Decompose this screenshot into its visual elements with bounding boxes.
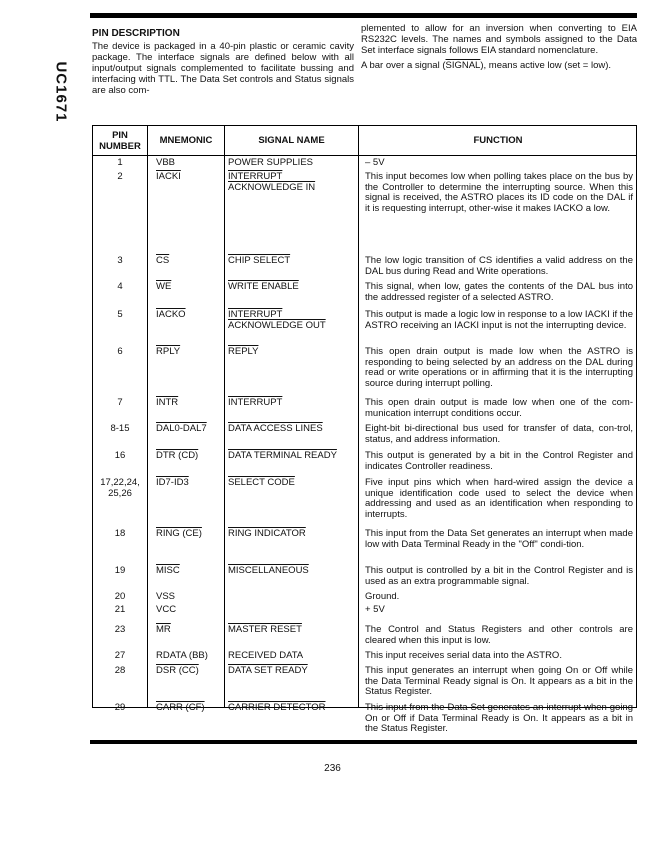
mnemonic-cell: $\overline{MR}$ [156,624,171,635]
header-pin-number: PIN NUMBER [99,129,141,152]
function-cell: The Control and Status Registers and other controls are cleared when this input is low. [365,624,633,646]
pin-number-cell: 19 [114,565,126,576]
signal-name-cell: INTERRUPT ACKNOWLEDGE IN [228,171,316,193]
signal-name-cell: POWER SUPPLIES [228,157,313,168]
function-cell: This output is controlled by a bit in the Control Register and is used as an extra programmable signal. [365,565,633,587]
pin-number-cell: 5 [117,309,123,320]
bottom-rule [90,740,637,744]
mnemonic-cell: IACKI [156,171,181,182]
mnemonic-cell: RPLY [156,346,181,357]
signal-name-cell: SELECT CODE [228,477,295,488]
pin-number-cell: 29 [114,702,126,713]
function-cell: The low logic transition of CS identifies a valid address on the DAL bus during Read and Write operations. [365,255,633,277]
signal-name-cell: DATA ACCESS LINES [228,423,323,434]
signal-name-cell: MASTER RESET [228,624,302,635]
pin-number-cell: 18 [114,528,126,539]
mnemonic-cell: INTR [156,397,179,408]
function-cell: – 5V [365,157,385,168]
signal-name-cell: INTERRUPT [228,397,283,408]
pin-number-cell: 16 [114,450,126,461]
function-cell: This input generates an interrupt when going On or Off while the Data Terminal Ready signal is On. It appears as a bit in the Status Register. [365,665,633,697]
page-number: 236 [324,763,341,774]
pin-number-cell: 1 [117,157,123,168]
mnemonic-cell: IACKO [156,309,186,320]
section-heading: PIN DESCRIPTION [92,28,180,39]
function-cell: This output is made a logic low in response to a low IACKI if the ASTRO receiving an IACKI input is not the interrupting device. [365,309,633,331]
pin-number-cell: 28 [114,665,126,676]
signal-name-cell: DATA TERMINAL READY [228,450,337,461]
header-signal-name: SIGNAL NAME [258,135,325,146]
intro-paragraph-continued: plemented to allow for an inversion when converting to EIA RS232C levels. The names and symbols assigned to the Data Set interface signals follows EIA standard nomenclature. [361,23,637,56]
function-cell: This open drain output is made low when one of the com-munication interrupt conditions occur. [365,397,633,419]
pin-number-cell: 21 [114,604,126,615]
side-part-label: UC1671 [52,61,70,123]
mnemonic-cell: VCC [156,604,177,615]
function-cell: Five input pins which when hard-wired assign the device a unique identification code used to select the device when addressing and used as an identification when responding to interrupts. [365,477,633,520]
mnemonic-cell: $\overline{CS}$ [156,255,170,266]
function-cell: Eight-bit bi-directional bus used for transfer of data, con-trol, status, and address information. [365,423,633,445]
pin-number-cell: 4 [117,281,123,292]
function-cell: This input becomes low when polling takes place on the bus by the Controller to determine the interrupting source. When this signal is received, the ASTRO places its ID code on the DAL if it is requesting interrupt, other-wise it makes IACKO a low. [365,171,633,214]
mnemonic-cell: MISC [156,565,180,576]
pin-number-cell: 7 [117,397,123,408]
mnemonic-cell: VBB [156,157,176,168]
signal-name-cell: RING INDICATOR [228,528,306,539]
pin-number-cell: 6 [117,346,123,357]
mnemonic-cell: DSR (CC) [156,665,199,676]
pin-number-cell: 2 [117,171,123,182]
mnemonic-cell: RING (CE) [156,528,202,539]
pin-number-cell: 3 [117,255,123,266]
function-cell: + 5V [365,604,385,615]
header-function: FUNCTION [473,135,523,146]
mnemonic-cell: DAL0-DAL7 [156,423,207,434]
intro-paragraph: The device is packaged in a 40-pin plastic or ceramic cavity package. The interface signals are defined below with all input/output signals complemented to facilitate bussing and interfacing with TTL. The Data Set controls and Status signals are also com- [92,41,354,96]
signal-name-cell: MISCELLANEOUS [228,565,309,576]
function-cell: This signal, when low, gates the contents of the DAL bus into the addressed register of a selected ASTRO. [365,281,633,303]
signal-name-cell: RECEIVED DATA [228,650,304,661]
signal-name-cell: CARRIER DETECTOR [228,702,326,713]
mnemonic-cell: ID7-ID3 [156,477,189,488]
pin-number-cell: 20 [114,591,126,602]
pin-number-cell: 27 [114,650,126,661]
signal-name-cell: INTERRUPT ACKNOWLEDGE OUT [228,309,326,331]
pin-number-cell: 23 [114,624,126,635]
mnemonic-cell: VSS [156,591,176,602]
signal-name-cell: WRITE ENABLE [228,281,299,292]
function-cell: This input from the Data Set generates an interrupt when going On or Off if Data Terminal Ready is On. It appears as a bit in the Status Register. [365,702,633,734]
signal-name-cell: CHIP SELECT [228,255,291,266]
function-cell: This input receives serial data into the ASTRO. [365,650,562,661]
function-cell: This input from the Data Set generates an interrupt when made low with Data Terminal Ready in the "Off" condi-tion. [365,528,633,550]
mnemonic-cell: RDATA (BB) [156,650,208,661]
function-cell: This open drain output is made low when the ASTRO is responding to being selected by an address on the DAL during read or write operations or in affirming that it is the interrupting source during interrupt polling. [365,346,633,389]
function-cell: Ground. [365,591,400,602]
header-mnemonic: MNEMONIC [159,135,213,146]
mnemonic-cell: DTR (CD) [156,450,199,461]
intro-left-column [92,25,354,100]
mnemonic-cell: CARR (CF) [156,702,205,713]
pin-number-cell: 17,22,24, 25,26 [100,477,140,499]
top-rule [90,13,637,18]
mnemonic-cell: $\overline{WE}$ [156,281,172,292]
intro-right-column [361,23,637,75]
signal-name-cell: DATA SET READY [228,665,308,676]
pin-description-table [92,125,637,734]
bar-note: A bar over a signal (SIGNAL), means active low (set = low). [361,60,612,71]
function-cell: This output is generated by a bit in the Control Register and indicates Controller readiness. [365,450,633,472]
pin-number-cell: 8-15 [110,423,130,434]
signal-name-cell: REPLY [228,346,259,357]
